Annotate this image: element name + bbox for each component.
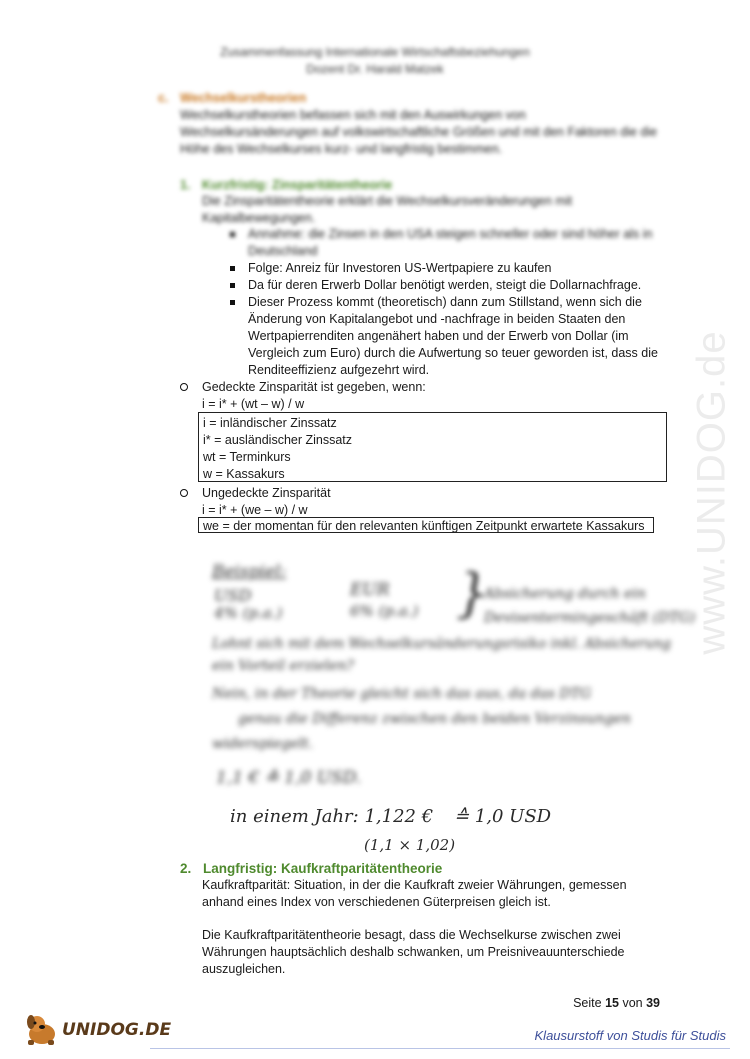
header-title: Zusammenfassung Internationale Wirtschaftsbeziehungen: [220, 45, 530, 59]
hw-line: EUR: [350, 580, 390, 600]
section-2-para1: Kaufkraftparität: Situation, in der die Kaufkraft zweier Währungen, gemessen anhand eines Index von verschiedenen Güterpreisen gleich ist.: [202, 878, 627, 909]
header-lecturer: Dozent Dr. Harald Matzek: [306, 62, 444, 76]
section-1-number: 1.: [180, 178, 191, 192]
covered-parity: [202, 379, 672, 413]
bullet-text: Da für deren Erwerb Dollar benötigt werden, steigt die Dollarnachfrage.: [248, 278, 642, 292]
document-header: [0, 44, 750, 78]
section-2-para2: Die Kaufkraftparitätentheorie besagt, dass die Wechselkurse zwischen zwei Währungen hauptsächlich deshalb schwanken, um Preisniveauunterschiede auszugleichen.: [202, 928, 625, 976]
uncovered-formula: i = i* + (we – w) / w: [202, 503, 308, 517]
hw-line: Devisentermingeschäft (DTG): [484, 610, 696, 626]
covered-label: Gedeckte Zinsparität ist gegeben, wenn:: [202, 380, 426, 394]
bullet-item: [248, 277, 668, 294]
uncovered-definition-box: [198, 517, 654, 533]
section-1-intro: Die Zinsparitätentheorie erklärt die Wechselkursveränderungen mit Kapitalbewegungen.: [202, 194, 573, 225]
hw-line: widerspiegelt.: [212, 736, 314, 752]
bullet-text: Dieser Prozess kommt (theoretisch) dann zum Stillstand, wenn sich die Änderung von Kapitalangebot und -nachfrage in beiden Staaten den Wertpapierrenditen angenähert haben und der Erwerb von Dollar (im Vergleich zum Euro) durch die Aufwertung so teuer geworden ist, dass die Renditeeffizienz aufgezehrt wird.: [248, 295, 658, 377]
page-number: [573, 996, 660, 1010]
page-sep: von: [622, 996, 643, 1010]
bullet-text: Annahme: die Zinsen in den USA steigen schneller oder sind höher als in Deutschland: [248, 227, 653, 258]
hw-line: genau die Differenz zwischen den beiden Verzinsungen: [238, 711, 631, 727]
dog-icon: [22, 1012, 62, 1046]
hw-line: Lohnt sich mit dem Wechselkursänderungsrisiko inkl. Absicherung: [212, 636, 671, 652]
section-2-number: 2.: [180, 861, 192, 876]
section-c-marker: c.: [158, 91, 169, 105]
uncovered-parity: [202, 485, 672, 519]
page-prefix: Seite: [573, 996, 602, 1010]
section-2-title: Langfristig: Kaufkraftparitätentheorie: [203, 861, 443, 876]
watermark-text: www.UNIDOG.de: [689, 330, 734, 655]
hw-line: ein Vorteil erzielen?: [212, 658, 354, 674]
bullet-item: [248, 226, 668, 260]
watermark: [682, 270, 742, 740]
page-total: 39: [646, 996, 660, 1010]
bullet-item: [248, 294, 668, 379]
def-line: we = der momentan für den relevanten künftigen Zeitpunkt erwartete Kassakurs: [203, 519, 645, 533]
bullet-text: Folge: Anreiz für Investoren US-Wertpapiere zu kaufen: [248, 261, 552, 275]
hw-line: Beispiel:: [212, 562, 287, 582]
section-c-text: Wechselkurstheorien befassen sich mit den Auswirkungen von Wechselkursänderungen auf volkswirtschaftliche Größen und mit den Faktoren die die Höhe des Wechselkurses kurz- und langfristig bestimmen.: [180, 108, 658, 156]
logo-text: UNIDOG.DE: [62, 1020, 172, 1040]
hw-line: Nein, in der Theorie gleicht sich das aus, da das DTG: [212, 686, 592, 702]
handwritten-notes: [208, 556, 698, 776]
footer-slogan: Klausurstoff von Studis für Studis: [534, 1028, 726, 1043]
footer-divider: [150, 1048, 730, 1049]
uncovered-label: Ungedeckte Zinsparität: [202, 486, 331, 500]
hw-line: Absicherung durch ein: [484, 586, 646, 602]
hw-brace: }: [456, 564, 490, 624]
section-1-heading: [180, 177, 650, 194]
hw-exchange-rate: 1,1 € ≙ 1,0 USD.: [216, 768, 362, 788]
section-1-title: Kurzfristig: Zinsparitätentheorie: [201, 178, 393, 192]
covered-definitions-box: [198, 412, 667, 482]
hw-line: 4% (p.a.): [214, 604, 283, 622]
unidog-logo: [22, 1012, 172, 1046]
hw-line: 6% (p.a.): [350, 602, 419, 620]
section-c-title: Wechselkurstheorien: [180, 91, 307, 105]
bullet-list: [248, 226, 668, 379]
hw-calculation: (1,1 × 1,02): [364, 836, 456, 854]
covered-formula: i = i* + (wt – w) / w: [202, 397, 305, 411]
hw-line: USD: [214, 586, 252, 605]
def-line: i* = ausländischer Zinssatz: [203, 433, 353, 447]
def-line: w = Kassakurs: [203, 467, 285, 481]
bullet-item: [248, 260, 668, 277]
hw-equivalent-usd: ≙ 1,0 USD: [454, 806, 552, 827]
def-line: i = inländischer Zinssatz: [203, 416, 337, 430]
hw-in-one-year: in einem Jahr: 1,122 €: [230, 806, 434, 827]
page-current: 15: [605, 996, 619, 1010]
section-c: [158, 90, 658, 158]
def-line: wt = Terminkurs: [203, 450, 291, 464]
section-2-heading: [180, 860, 650, 877]
